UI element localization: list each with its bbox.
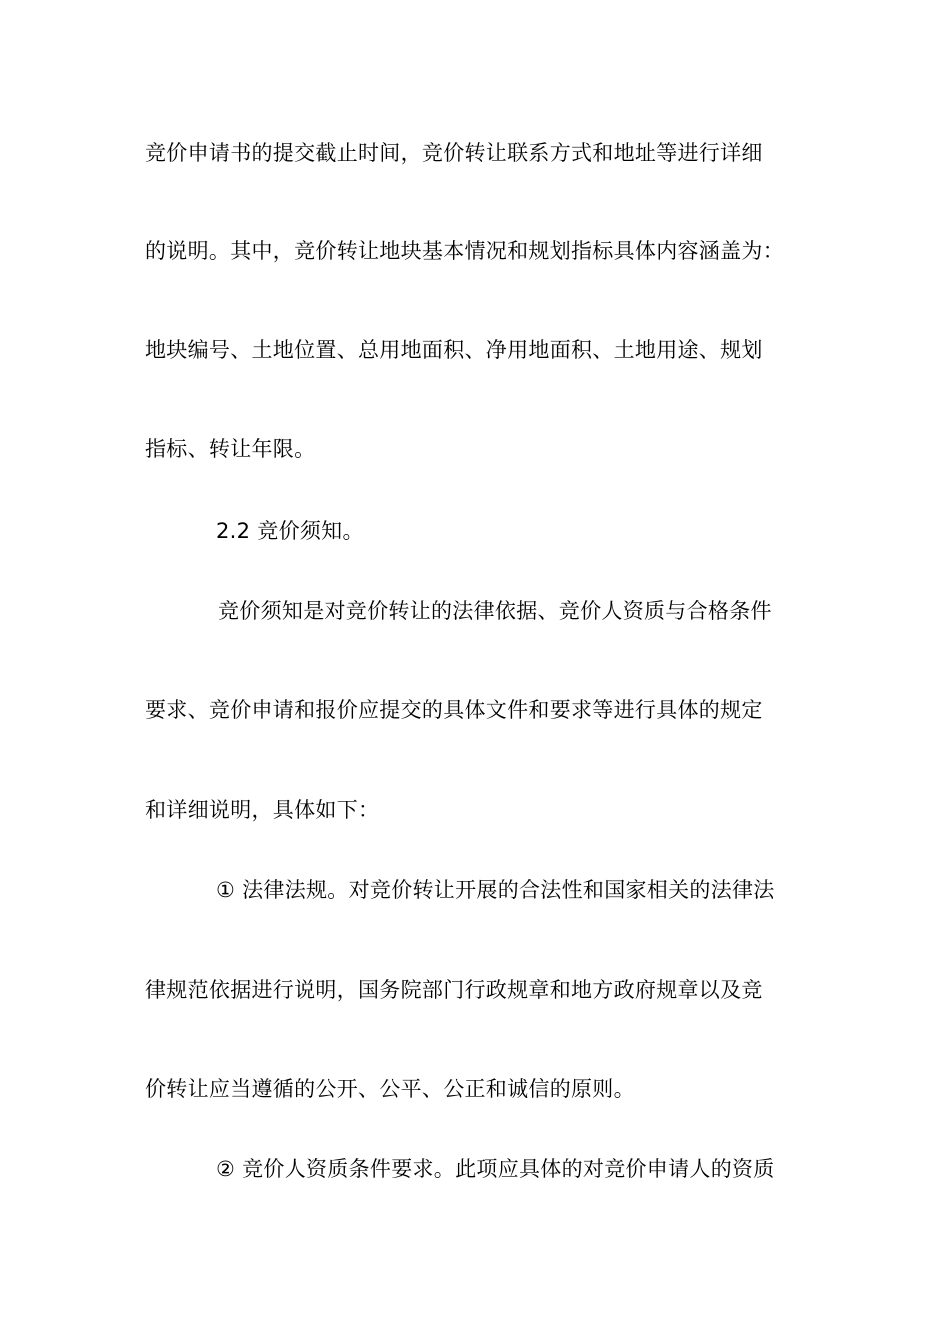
paragraph-line: 价转让应当遵循的公开、公平、公正和诚信的原则。 xyxy=(145,1077,635,1101)
list-item-line: ① 法律法规。对竞价转让开展的合法性和国家相关的法律法 xyxy=(216,878,775,902)
paragraph-line: 竞价申请书的提交截止时间，竞价转让联系方式和地址等进行详细 xyxy=(145,141,763,165)
paragraph-line: 要求、竞价申请和报价应提交的具体文件和要求等进行具体的规定 xyxy=(145,698,763,722)
paragraph-line: 的说明。其中，竞价转让地块基本情况和规划指标具体内容涵盖为： xyxy=(145,239,784,263)
list-item-line: ② 竞价人资质条件要求。此项应具体的对竞价申请人的资质 xyxy=(216,1157,775,1181)
paragraph-line: 竞价须知是对竞价转让的法律依据、竞价人资质与合格条件 xyxy=(218,599,772,623)
paragraph-line: 和详细说明，具体如下： xyxy=(145,798,380,822)
paragraph-line: 律规范依据进行说明，国务院部门行政规章和地方政府规章以及竞 xyxy=(145,978,763,1002)
paragraph-line: 地块编号、土地位置、总用地面积、净用地面积、土地用途、规划 xyxy=(145,338,763,362)
section-heading: 2.2 竞价须知。 xyxy=(216,519,364,543)
paragraph-line: 指标、转让年限。 xyxy=(145,437,316,461)
